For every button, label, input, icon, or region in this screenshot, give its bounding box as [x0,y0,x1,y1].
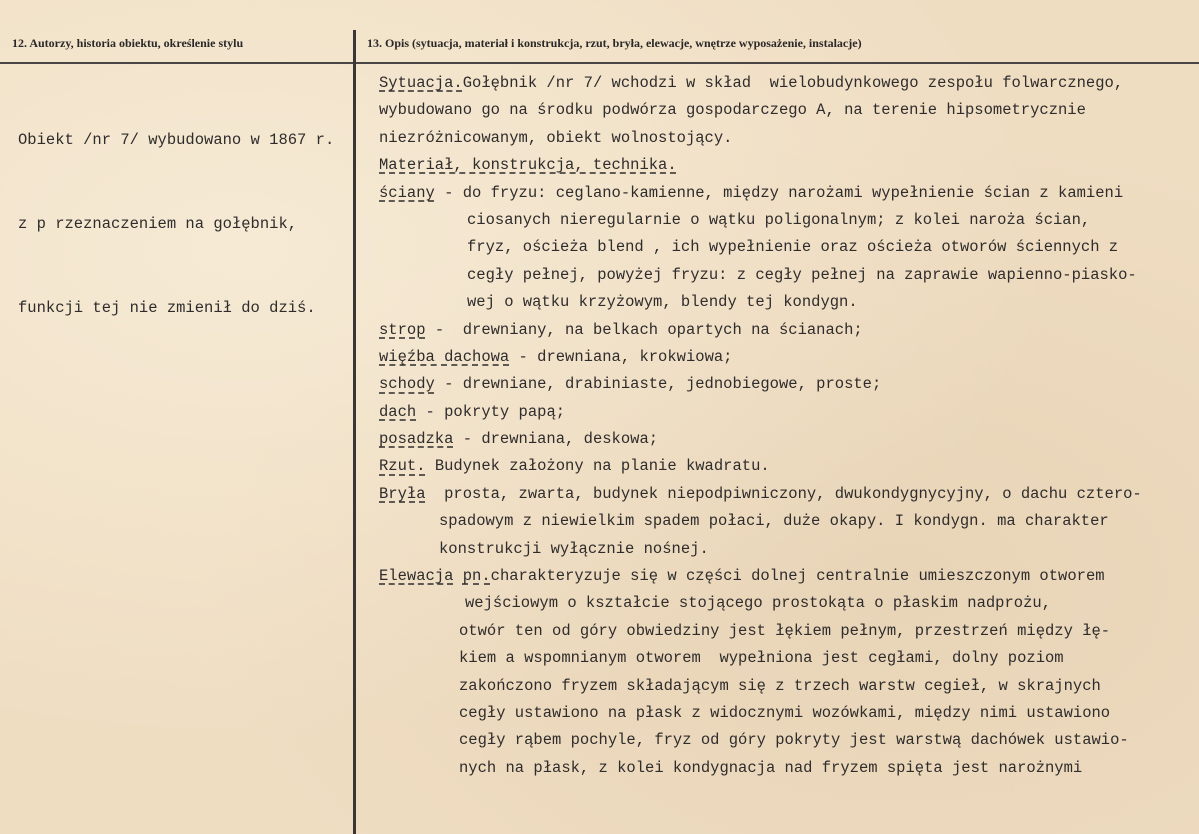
history-line: z p rzeznaczeniem na gołębnik, [18,215,298,233]
elewacja-text: otwór ten od góry obwiedziny jest łękiem pełnym, przestrzeń między łę- [459,621,1111,640]
elewacja-label: Elewacja [379,567,454,586]
bryla-line [379,481,1189,508]
bryla-label: Bryła [379,484,426,503]
dach-label: dach [379,402,417,421]
elewacja-text: nych na płask, z kolei kondygnacja nad fryzem spięta jest narożnymi [459,758,1083,777]
sytuacja-line [379,70,1189,97]
schody-line [379,371,1189,398]
header-rule [0,62,1199,64]
rzut-label: Rzut. [379,457,426,476]
sciany-line [379,180,1189,207]
schody-label: schody [379,375,435,394]
bryla-text: prosta, zwarta, budynek niepodpiwniczony, dwukondygnycyjny, o dachu cztero- [425,484,1142,503]
elewacja-text: cegły rąbem pochyle, fryz od góry pokryty jest warstwą dachówek ustawio- [459,731,1129,750]
elewacja-line [379,563,1189,590]
sciany-text: fryz, ościeża blend , ich wypełnienie oraz ościeża otworów ściennych z [467,238,1119,257]
column-divider [353,30,356,834]
wiezba-line [379,344,1189,371]
posadzka-line [379,426,1189,453]
sytuacja-text: Gołębnik /nr 7/ wchodzi w skład wielobudynkowego zespołu folwarcznego, [462,74,1124,92]
history-line: funkcji tej nie zmienił do dziś. [18,299,316,317]
bryla-text: konstrukcji wyłącznie nośnej. [439,539,709,558]
elewacja-text: zakończono fryzem składającym się z trzech warstw cegieł, w skrajnych [459,676,1101,695]
strop-label: strop [379,320,426,339]
elewacja-pn-label: pn. [462,567,491,586]
sciany-text: ciosanych nieregularnie o wątku poligonalnym; z kolei naroża ścian, [467,210,1091,229]
material-heading: Materiał, konstrukcja, technika. [379,156,677,175]
sytuacja-label: Sytuacja. [379,74,463,92]
section-13-body [379,70,1189,782]
section-13-header: 13. Opis (sytuacja, materiał i konstrukcja, rzut, bryła, elewacje, wnętrze wyposażenie, instalacje) [367,36,862,50]
sytuacja-text: wybudowano go na środku podwórza gospodarczego A, na terenie hipsometrycznie [379,101,1086,120]
schody-text: - drewniane, drabiniaste, jednobiegowe, proste; [434,375,882,394]
strop-text: - drewniany, na belkach opartych na ścianach; [425,320,863,339]
sciany-label: ściany [379,183,435,202]
sciany-text: - do fryzu: ceglano-kamienne, między narożami wypełnienie ścian z kamieni [434,183,1124,202]
rzut-line [379,453,1189,480]
section-12-header: 12. Autorzy, historia obiektu, określenie stylu [12,36,244,50]
dach-text: - pokryty papą; [416,402,566,421]
wiezba-text: - drewniana, krokwiowa; [509,347,733,366]
sytuacja-text: niezróżnicowanym, obiekt wolnostojący. [379,128,733,147]
elewacja-text: charakteryzuje się w części dolnej centralnie umieszczonym otworem [490,567,1105,586]
posadzka-text: - drewniana, deskowa; [453,430,659,449]
history-line: Obiekt /nr 7/ wybudowano w 1867 r. [18,131,335,149]
wiezba-label: więźba dachowa [379,347,510,366]
posadzka-label: posadzka [379,430,454,449]
bryla-text: spadowym z niewielkim spadem połaci, duże okapy. I kondygn. ma charakter [439,512,1109,531]
elewacja-text: wejściowym o kształcie stojącego prostokąta o płaskim nadprożu, [465,594,1051,613]
sciany-text: cegły pełnej, powyżej fryzu: z cegły pełnej na zaprawie wapienno-piasko- [467,265,1137,284]
dach-line [379,399,1189,426]
rzut-text: Budynek założony na planie kwadratu. [425,457,770,476]
elewacja-text: cegły ustawiono na płask z widocznymi wozówkami, między nimi ustawiono [459,703,1111,722]
elewacja-text: kiem a wspomnianym otworem wypełniona jest cegłami, dolny poziom [459,649,1064,668]
section-12-body [18,70,353,378]
sciany-text: wej o wątku krzyżowym, blendy tej kondygn. [467,293,858,312]
strop-line [379,317,1189,344]
